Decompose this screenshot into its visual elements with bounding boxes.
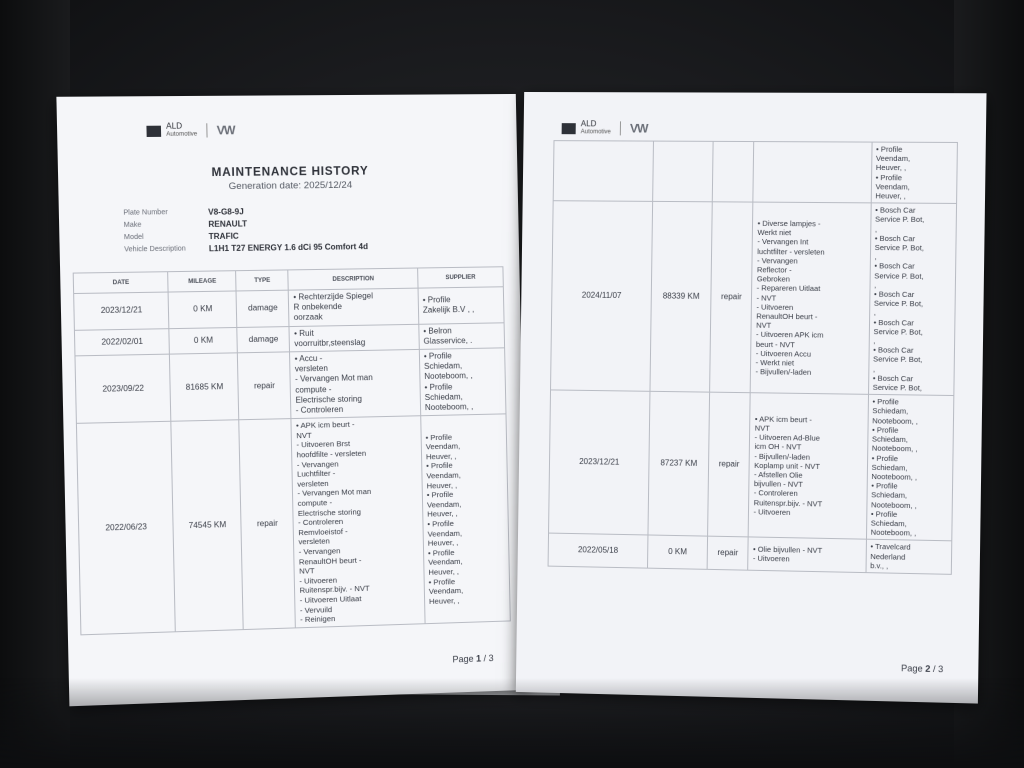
seat-cushion-front (0, 678, 1024, 768)
generation-date: Generation date: 2025/12/24 (228, 179, 353, 193)
vehicle-row: Model TRAFIC (123, 231, 239, 241)
document-page-2 (516, 92, 987, 704)
table-row: • Profile Veendam, Heuver, , • Profile Veendam, Heuver, , (553, 141, 957, 204)
vehicle-row: Plate Number V8-G8-9J (123, 206, 244, 217)
col-supplier: SUPPLIER (418, 267, 504, 288)
table-row: 2024/11/07 88339 KM repair • Diverse lampjes - Werkt niet - Vervangen Int luchtfilter - versleten - Vervangen Reflector - Gebroken - Repareren Uitlaat - NVT - Uitvoeren RenaultOH beurt - NVT - Uitvoeren APK icm beurt - NVT - Uitvoeren Accu - Werkt niet - Bijvullen/-laden • Bosch Car Service P. Bot, , • Bosch Car Service P. Bot, , • Bosch Car Service P. Bot, , • Bosch Car Service P. Bot, , • Bosch Car Service P. Bot, , • Bosch Car Service P. Bot, , • Bosch Car Service P. Bot, (551, 201, 957, 396)
table-row: 2022/02/01 0 KM damage • Ruit voorruitbr,steenslag • Belron Glasservice, . (74, 322, 504, 355)
table-row: 2023/12/21 0 KM damage • Rechterzijde Spiegel R onbekende oorzaak • Profile Zakelijk B.V , , (74, 287, 504, 330)
document-page-1 (56, 94, 528, 706)
col-date: DATE (73, 272, 168, 294)
partner-logo-icon: VW (629, 121, 648, 136)
page-number: Page 2 / 3 (900, 663, 944, 675)
brand-logo (146, 122, 234, 139)
col-mileage: MILEAGE (168, 271, 236, 292)
col-description: DESCRIPTION (288, 268, 418, 290)
vehicle-info (123, 204, 368, 256)
partner-logo-icon: VW (216, 123, 235, 138)
maintenance-table-page-2 (548, 140, 958, 575)
page-number: Page 1 / 3 (452, 653, 494, 665)
ald-logo-icon (562, 123, 576, 134)
maintenance-table-page-1 (73, 266, 511, 635)
col-type: TYPE (236, 270, 289, 291)
brand-logo (562, 120, 648, 136)
table-row: 2022/06/23 74545 KM repair • APK icm beurt - NVT - Uitvoeren Brst hoofdfilte - versleten - Vervangen Luchtfilter - versleten - Vervangen Mot man compute - Electrische storing - Controleren Remvloeistof - versleten - Vervangen RenaultOH beurt - NVT - Uitvoeren Ruitenspr.bijv. - NVT - Uitvoeren Uitlaat - Vervuild - Reinigen • Profile Veendam, Heuver, , • Profile Veendam, Heuver, , • Profile Veendam, Heuver, , • Profile Veendam, Heuver, , • Profile Veendam, Heuver, , • Profile Veendam, Heuver, , (76, 414, 510, 634)
document-title: MAINTENANCE HISTORY (211, 165, 369, 180)
brand-name: ALD (580, 119, 597, 129)
ald-logo-icon (146, 125, 161, 136)
brand-sub: Automotive (580, 129, 611, 136)
table-row: 2023/12/21 87237 KM repair • APK icm beurt - NVT - Uitvoeren Ad-Blue icm OH - NVT - Bijvullen/-laden Koplamp unit - NVT - Afstellen Olie bijvullen - NVT - Controleren Ruitenspr.bijv. - NVT - Uitvoeren • Profile Schiedam, Nooteboom, , • Profile Schiedam, Nooteboom, , • Profile Schiedam, Nooteboom, , • Profile Schiedam, Nooteboom, , • Profile Schiedam, Nooteboom, , (549, 390, 954, 541)
vehicle-row: Make RENAULT (123, 218, 248, 229)
table-row: 2023/09/22 81685 KM repair • Accu - versleten - Vervangen Mot man compute - Electrische storing - Controleren • Profile Schiedam, Nooteboom, , • Profile Schiedam, Nooteboom, , (75, 348, 506, 424)
table-row: 2022/05/18 0 KM repair • Olie bijvullen - NVT - Uitvoeren • Travelcard Nederland b.v., , (548, 533, 952, 574)
brand-name: ALD (165, 121, 183, 131)
vehicle-row: Vehicle Description L1H1 T27 ENERGY 1.6 dCi 95 Comfort 4d (124, 241, 369, 253)
brand-sub: Automotive (166, 131, 198, 138)
